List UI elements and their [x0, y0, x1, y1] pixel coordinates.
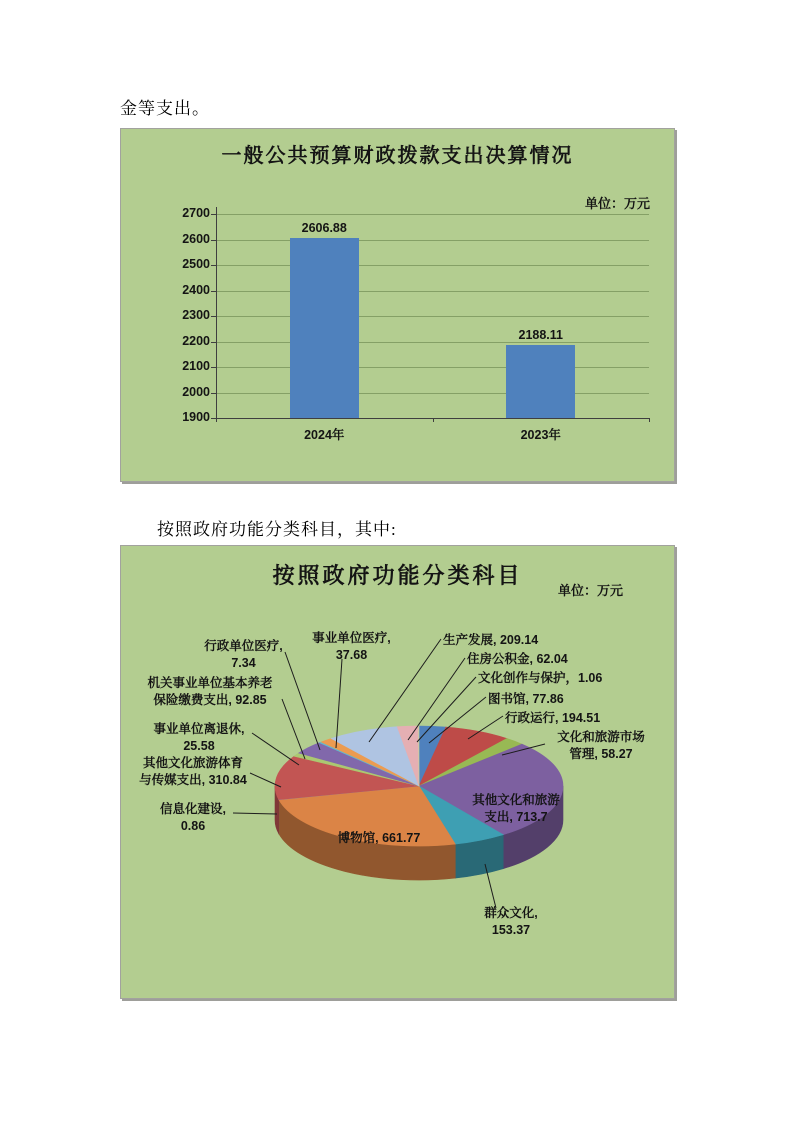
pie-slice-label-line: 行政运行, 194.51: [505, 711, 601, 725]
pie-slice-label: [143, 721, 255, 755]
pie-slice-label: [196, 638, 291, 672]
category-label: 2023年: [520, 428, 561, 442]
pie-slice-label-line: 153.37: [491, 922, 531, 937]
pie-slice-label: [304, 630, 399, 664]
pie-slice-label-line: 图书馆, 77.86: [488, 692, 564, 706]
gridline: [216, 316, 649, 317]
pie-slice-label-line: 25.58: [183, 738, 215, 753]
y-axis-line: [216, 207, 217, 418]
y-tick-label: 2000: [182, 385, 210, 399]
pie-chart-title: 按照政府功能分类科目: [272, 563, 523, 588]
x-tick-mark: [649, 418, 650, 422]
bar-chart-panel: [120, 128, 675, 482]
y-tick-label: 1900: [182, 410, 210, 424]
pie-slice-label-line: 信息化建设,: [160, 802, 226, 816]
category-label: 2024年: [304, 428, 345, 442]
top-paragraph: 金等支出。: [120, 99, 210, 118]
y-tick-label: 2200: [182, 334, 210, 348]
pie-slice-label: [478, 670, 623, 687]
y-tick-label: 2500: [182, 257, 210, 271]
pie-slice-label: [443, 632, 573, 649]
pie-slice-label: [329, 830, 429, 847]
pie-slice-label-line: 生产发展, 209.14: [443, 633, 539, 647]
pie-slice-label: [505, 710, 625, 727]
pie-slice-label-line: 管理, 58.27: [569, 746, 633, 761]
pie-slice-label: [133, 755, 253, 789]
pie-slice-label-line: 住房公积金, 62.04: [467, 652, 568, 666]
pie-slice-label: [466, 905, 556, 939]
y-tick-label: 2300: [182, 308, 210, 322]
pie-slice-label-line: 博物馆, 661.77: [337, 831, 421, 845]
gridline: [216, 342, 649, 343]
pie-chart-panel: [120, 545, 675, 999]
pie-slice-label: [467, 651, 597, 668]
pie-slice-label: [149, 801, 237, 835]
gridline: [216, 214, 649, 215]
bar: [290, 238, 359, 418]
pie-slice-label-line: 事业单位医疗,: [312, 631, 391, 645]
pie-chart-unit-label: 单位：万元: [558, 583, 624, 598]
section-paragraph: 按照政府功能分类科目，其中:: [157, 520, 397, 539]
leader-line: [336, 659, 342, 748]
pie-slice-label-line: 7.34: [231, 655, 256, 670]
gridline: [216, 265, 649, 266]
gridline: [216, 367, 649, 368]
leader-line: [282, 699, 305, 759]
bar-value-label: 2188.11: [518, 327, 563, 342]
pie-slice-label-line: 其他文化和旅游: [472, 793, 560, 807]
gridline: [216, 240, 649, 241]
pie-slice-label: [457, 792, 575, 826]
pie-slice-label-line: 与传媒支出, 310.84: [139, 772, 247, 787]
pie-slice-label-line: 0.86: [180, 818, 206, 833]
pie-slice-label-line: 文化创作与保护，1.06: [478, 671, 603, 685]
pie-slice-label: [135, 675, 285, 709]
leader-line: [233, 813, 277, 814]
x-tick-mark: [216, 418, 217, 422]
gridline: [216, 291, 649, 292]
pie-slice-label-line: 保险缴费支出, 92.85: [153, 692, 267, 707]
pie-slice-label-line: 机关事业单位基本养老: [147, 676, 273, 690]
pie-slice-label-line: 文化和旅游市场: [557, 730, 645, 744]
x-axis-line: [216, 418, 649, 419]
pie-slice-label: [545, 729, 657, 763]
pie-slice-label-line: 其他文化旅游体育: [142, 756, 243, 770]
pie-slice-label-line: 事业单位离退休,: [153, 722, 245, 736]
pie-slice-label-line: 行政单位医疗,: [204, 639, 283, 653]
bar-value-label: 2606.88: [301, 220, 347, 235]
pie-slice-label-line: 支出, 713.7: [484, 809, 548, 824]
y-tick-label: 2100: [182, 359, 210, 373]
y-tick-label: 2600: [182, 232, 210, 246]
pie-slice-label-line: 37.68: [335, 647, 368, 662]
y-tick-label: 2700: [182, 206, 210, 220]
bar-chart-unit-label: 单位：万元: [585, 196, 651, 211]
pie-slice-label: [488, 691, 598, 708]
leader-line: [252, 733, 299, 765]
y-tick-label: 2400: [182, 283, 210, 297]
pie-slice-label-line: 群众文化,: [484, 906, 538, 920]
bar-chart-title: 一般公共预算财政拨款支出决算情况: [221, 145, 574, 167]
gridline: [216, 393, 649, 394]
bar: [506, 345, 575, 419]
